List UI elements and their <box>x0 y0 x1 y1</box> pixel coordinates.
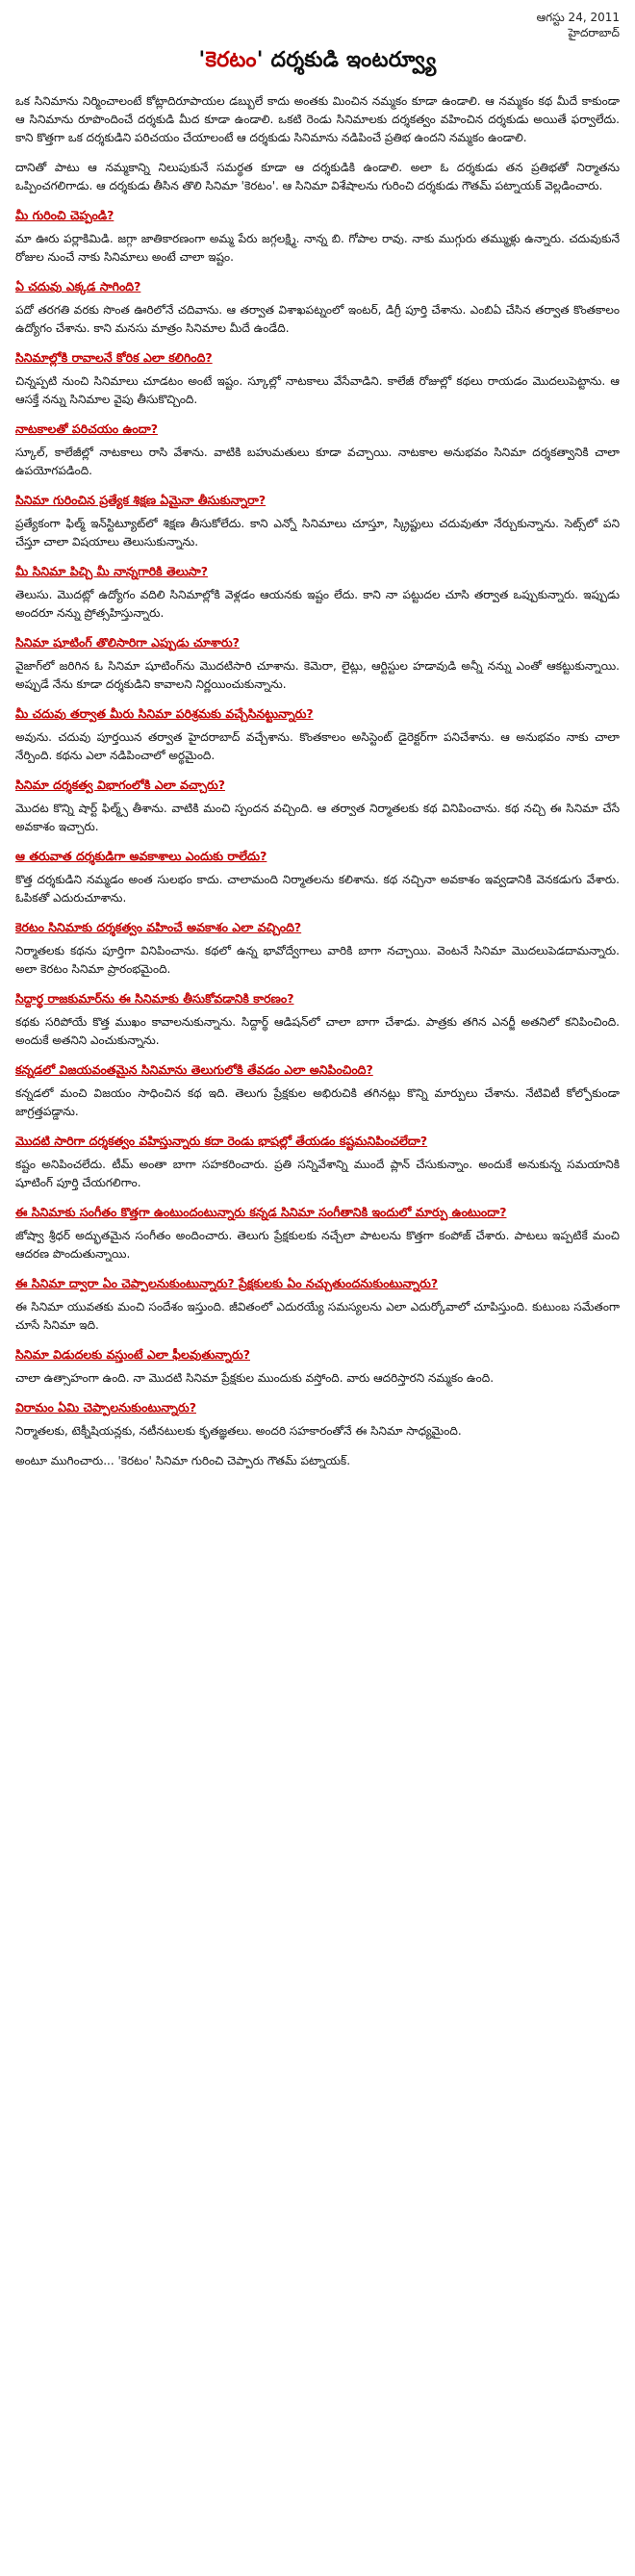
article-title-suffix: ' దర్శకుడి ఇంటర్వ్యూ <box>256 48 437 72</box>
article-title-keyword: కెరటం <box>205 48 257 72</box>
article-place: హైదరాబాద్ <box>568 26 620 39</box>
article-question: సినిమా గురించిన ప్రత్యేక శిక్షణ ఏమైనా తీసుకున్నారా? <box>15 493 267 507</box>
article-question: మీ సినిమా పిచ్చి మీ నాన్నగారికి తెలుసా? <box>15 564 209 578</box>
article-question: సిద్దార్థ రాజకుమార్‌ను ఈ సినిమాకు తీసుకోవడానికి కారణం? <box>15 991 294 1006</box>
article-question: మొదటి సారిగా దర్శకత్వం వహిస్తున్నారు కదా రెండు భాషల్లో తేయడం కష్టమనిపించలేదా? <box>15 1134 428 1148</box>
article-question: సినిమా విడుదలకు వస్తుంటే ఎలా ఫీలవుతున్నారు? <box>15 1347 250 1362</box>
article-paragraph: చాలా ఉత్సాహంగా ఉంది. నా మొదటి సినిమా ప్రేక్షకుల ముందుకు వస్తోంది. వారు ఆదరిస్తారని నమ్మకం ఉంది. <box>15 1371 495 1385</box>
article-paragraph: తెలుసు. మొదట్లో ఉద్యోగం వదిలి సినిమాల్లోకి వెళ్లడం ఆయనకు ఇష్టం లేదు. కాని నా పట్టుదల చూసి తర్వాత ఒప్పుకున్నారు. ఇప్పుడు అందరూ నన్ను ప్రోత్సహిస్తున్నారు. <box>15 588 620 620</box>
article-paragraph: దానితో పాటు ఆ నమ్మకాన్ని నిలుపుకునే సమర్థత కూడా ఆ దర్శకుడికి ఉండాలి. అలా ఓ దర్శకుడు తన ప్రతిభతో నిర్మాతను ఒప్పించగలిగాడు. ఆ దర్శకుడు తీసిన తొలి సినిమా 'కెరటం'. ఆ సినిమా విశేషాలను గురించి దర్శకుడు గౌతమ్ పట్నాయక్ వెల్లడించారు. <box>15 161 620 192</box>
article-question: కన్నడలో విజయవంతమైన సినిమాను తెలుగులోకి తేవడం ఎలా అనిపించింది? <box>15 1062 373 1077</box>
article-body <box>15 92 620 1470</box>
article-question: మీ చదువు తర్వాత మీరు సినిమా పరిశ్రమకు వచ్చేసినట్టున్నారు? <box>15 706 314 721</box>
article-paragraph: చిన్నప్పటి నుంచి సినిమాలు చూడటం అంటే ఇష్టం. స్కూల్లో నాటకాలు వేసేవాడిని. కాలేజీ రోజుల్లో కథలు రాయడం మొదలుపెట్టాను. ఆ ఆసక్తే నన్ను సినిమాల వైపు తీసుకొచ్చింది. <box>15 374 620 406</box>
article-question: సినిమా షూటింగ్‌ తొలిసారిగా ఎప్పుడు చూశారు? <box>15 635 240 650</box>
article-question: కెరటం సినిమాకు దర్శకత్వం వహించే అవకాశం ఎలా వచ్చింది? <box>15 920 302 934</box>
article-question: నాటకాలతో పరిచయం ఉందా? <box>15 421 159 436</box>
article-question: ఈ సినిమాకు సంగీతం కొత్తగా ఉంటుందంటున్నారు కన్నడ సినిమా సంగీతానికి ఇందులో మార్పు ఉంటుందా? <box>15 1205 507 1219</box>
article-question: ఆ తరువాత దర్శకుడిగా అవకాశాలు ఎందుకు రాలేదు? <box>15 849 267 863</box>
article-paragraph: పదో తరగతి వరకు సొంత ఊరిలోనే చదివాను. ఆ తర్వాత విశాఖపట్నంలో ఇంటర్, డిగ్రీ పూర్తి చేశాను. ఎంబిఏ చేసిన తర్వాత కొంతకాలం ఉద్యోగం చేశాను. కాని మనసు మాత్రం సినిమాల మీదే ఉండేది. <box>15 303 620 335</box>
article-paragraph: అవును. చదువు పూర్తయిన తర్వాత హైదరాబాద్ వచ్చేశాను. కొంతకాలం అసిస్టెంట్ డైరెక్టర్‌గా పనిచేశాను. ఆ అనుభవం నాకు చాలా నేర్పింది. కథను ఎలా నడిపించాలో అర్థమైంది. <box>15 730 620 762</box>
article-paragraph: కొత్త దర్శకుడిని నమ్మడం అంత సులభం కాదు. చాలామంది నిర్మాతలను కలిశాను. కథ నచ్చినా అవకాశం ఇవ్వడానికి వెనకడుగు వేశారు. ఓపికతో ఎదురుచూశాను. <box>15 873 620 905</box>
article-question: మీ గురించి చెప్పండి? <box>15 208 114 222</box>
article-question: ఈ సినిమా ద్వారా ఏం చెప్పాలనుకుంటున్నారు? ప్రేక్షకులకు ఏం నచ్చుతుందనుకుంటున్నారు? <box>15 1276 439 1290</box>
article-date: ఆగస్టు 24, 2011 <box>536 11 620 24</box>
top-meta <box>15 10 620 40</box>
article-paragraph: నిర్మాతలకు కథను పూర్తిగా వినిపించాను. కథలో ఉన్న భావోద్వేగాలు వారికి బాగా నచ్చాయి. వెంటనే సినిమా మొదలుపెడదామన్నారు. అలా కెరటం సినిమా ప్రారంభమైంది. <box>15 944 620 976</box>
article-paragraph: వైజాగ్‌లో జరిగిన ఓ సినిమా షూటింగ్‌ను మొదటిసారి చూశాను. కెమెరా, లైట్లు, ఆర్టిస్టుల హడావుడి అన్నీ నన్ను ఎంతో ఆకట్టుకున్నాయి. అప్పుడే నేను కూడా దర్శకుడిని కావాలని నిర్ణయించుకున్నాను. <box>15 659 620 691</box>
article-paragraph: కన్నడలో మంచి విజయం సాధించిన కథ ఇది. తెలుగు ప్రేక్షకుల అభిరుచికి తగినట్లు కొన్ని మార్పులు చేశాను. నేటివిటీ కోల్పోకుండా జాగ్రత్తపడ్డాను. <box>15 1086 620 1118</box>
article-paragraph: స్కూల్, కాలేజీల్లో నాటకాలు రాసి వేశాను. వాటికి బహుమతులు కూడా వచ్చాయి. నాటకాల అనుభవం సినిమా దర్శకత్వానికి చాలా ఉపయోగపడింది. <box>15 446 620 477</box>
article-paragraph: మొదట కొన్ని షార్ట్ ఫిల్మ్స్ తీశాను. వాటికి మంచి స్పందన వచ్చింది. ఆ తర్వాత నిర్మాతలకు కథ వినిపించాను. కథ నచ్చి ఈ సినిమా చేసే అవకాశం ఇచ్చారు. <box>15 802 620 833</box>
article-question: ఏ చదువు ఎక్కడ సాగింది? <box>15 279 141 293</box>
article-title <box>15 48 620 77</box>
article-paragraph: ప్రత్యేకంగా ఫిల్మ్ ఇన్‌స్టిట్యూట్‌లో శిక్షణ తీసుకోలేదు. కాని ఎన్నో సినిమాలు చూస్తూ, స్క్రిప్టులు చదువుతూ నేర్చుకున్నాను. సెట్స్‌లో పని చేస్తూ చాలా విషయాలు తెలుసుకున్నాను. <box>15 517 620 548</box>
article-paragraph: అంటూ ముగించారు... 'కెరటం' సినిమా గురించి చెప్పారు గౌతమ్ పట్నాయక్. <box>15 1454 351 1467</box>
article-paragraph: నిర్మాతలకు, టెక్నీషియన్లకు, నటీనటులకు కృతజ్ఞతలు. అందరి సహకారంతోనే ఈ సినిమా సాధ్యమైంది. <box>15 1424 462 1438</box>
article-paragraph: కథకు సరిపోయే కొత్త ముఖం కావాలనుకున్నాను. సిద్దార్థ్ ఆడిషన్‌లో చాలా బాగా చేశాడు. పాత్రకు తగిన ఎనర్జీ అతనిలో కనిపించింది. అందుకే అతనిని ఎంచుకున్నాను. <box>15 1015 620 1047</box>
article-question: విరామం ఏమి చెప్పాలనుకుంటున్నారు? <box>15 1400 196 1415</box>
article-paragraph: జోష్వా శ్రీధర్ అద్భుతమైన సంగీతం అందించారు. తెలుగు ప్రేక్షకులకు నచ్చేలా పాటలను కొత్తగా కంపోజ్ చేశారు. పాటలు ఇప్పటికే మంచి ఆదరణ పొందుతున్నాయి. <box>15 1229 620 1261</box>
article-question: సినిమాల్లోకి రావాలనే కోరిక ఎలా కలిగింది? <box>15 350 213 365</box>
article-paragraph: ఒక సినిమాను నిర్మించాలంటే కోట్లాదిరూపాయల డబ్బులే కాదు అంతకు మించిన నమ్మకం కూడా ఉండాలి. ఆ నమ్మకం కథ మీదే కాకుండా ఆ సినిమాను రూపొందించే దర్శకుడి మీద కూడా ఉండాలి. ఒకటి రెండు సినిమాలకు దర్శకత్వం వహించిన దర్శకుడు అయితే ఫర్వాలేదు. కాని కొత్తగా ఒక దర్శకుడిని పరిచయం చేయాలంటే ఆ దర్శకుడు సినిమాను నడిపించే ప్రతిభ ఉందని నమ్మకం ఉండాలి. <box>15 94 620 144</box>
article-question: సినిమా దర్శకత్వ విభాగంలోకి ఎలా వచ్చారు? <box>15 778 226 792</box>
article-title-prefix: ' <box>198 48 206 72</box>
article-paragraph: కష్టం అనిపించలేదు. టీమ్ అంతా బాగా సహకరించారు. ప్రతి సన్నివేశాన్ని ముందే ప్లాన్ చేసుకున్నాం. అందుకే అనుకున్న సమయానికి షూటింగ్ పూర్తి చేయగలిగాం. <box>15 1158 620 1189</box>
article-paragraph: ఈ సినిమా యువతకు మంచి సందేశం ఇస్తుంది. జీవితంలో ఎదురయ్యే సమస్యలను ఎలా ఎదుర్కోవాలో చూపిస్తుంది. కుటుంబ సమేతంగా చూసే సినిమా ఇది. <box>15 1300 620 1332</box>
article-paragraph: మా ఊరు పర్లాకిమిడి. జగ్గా జాతికారణంగా అమ్మ పేరు జగ్గలక్ష్మి. నాన్న బి. గోపాల రావు. నాకు ముగ్గురు తమ్ముళ్లు ఉన్నారు. చదువుకునే రోజుల నుంచే నాకు సినిమాలు అంటే చాలా ఇష్టం. <box>15 232 620 264</box>
